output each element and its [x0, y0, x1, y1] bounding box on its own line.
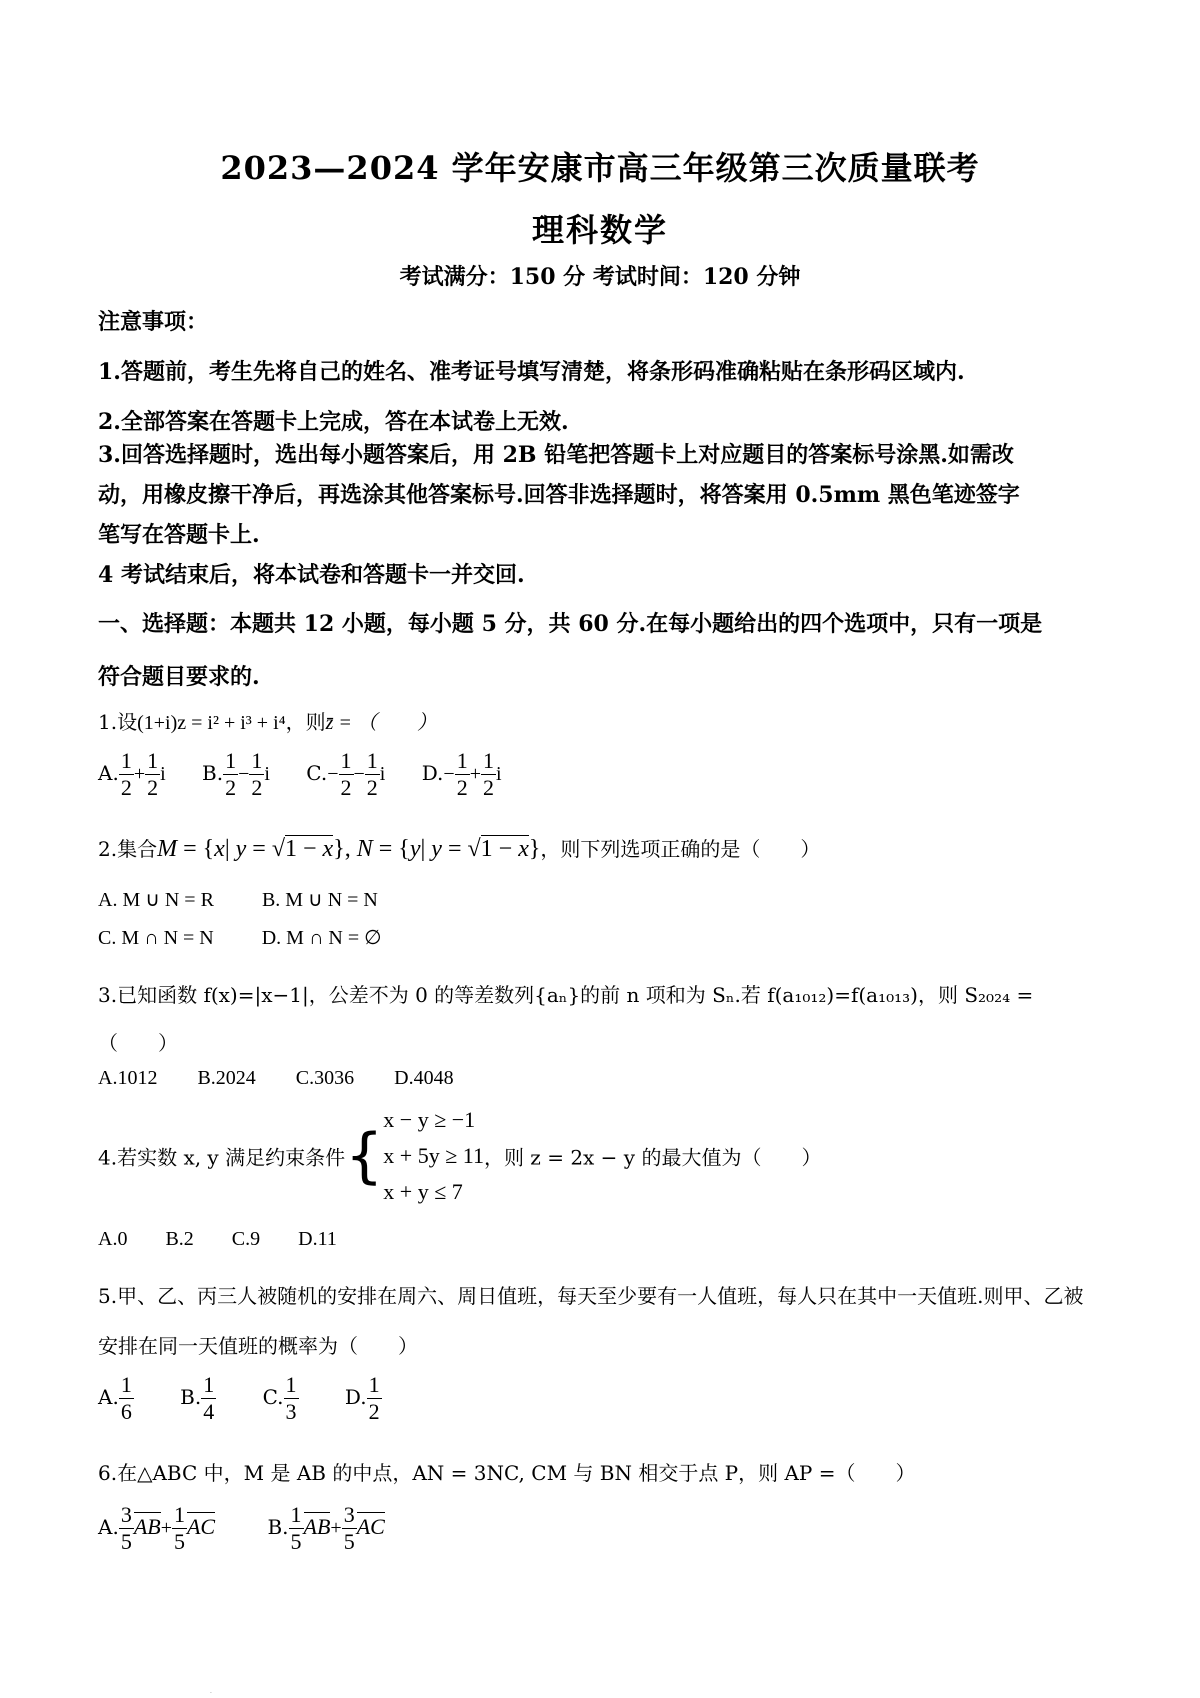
q2-option-c: C. M ∩ N = N [98, 927, 214, 949]
question-5-line1: 5.甲、乙、丙三人被随机的安排在周六、周日值班，每天至少要有一人值班，每人只在其中一天值班.则甲、乙被 [98, 1284, 1084, 1308]
notice-item-3a: 3.回答选择题时，选出每小题答案后，用 2B 铅笔把答题卡上对应题目的答案标号涂黑.如需改 [98, 442, 1014, 468]
question-3-paren: （ ） [98, 1031, 178, 1055]
q5-option-a: A. $\frac{1}{6}$ [98, 1372, 132, 1424]
q6-option-a: A. $\frac{3}{5}$ AB+ $\frac{1}{5}$ AC [98, 1502, 216, 1554]
q5-option-b: B. $\frac{1}{4}$ [180, 1372, 215, 1424]
q3-option-b: B.2024 [197, 1067, 256, 1089]
question-2-stem: 2.集合M = {x| y = √1 − x}, N = {y| y = √1 − x}，则下列选项正确的是（ ） [98, 836, 821, 862]
q4-option-c: C.9 [231, 1228, 261, 1250]
exam-title: 2023—2024 学年安康市高三年级第三次质量联考 [220, 149, 980, 187]
notice-heading: 注意事项： [98, 309, 209, 335]
q1-option-d: D.− $\frac{1}{2}$ + $\frac{1}{2}$ i [421, 748, 502, 800]
notice-item-3b: 动，用橡皮擦干净后，再选涂其他答案标号.回答非选择题时，将答案用 0.5mm 黑色笔迹签字 [98, 482, 1020, 508]
q3-option-d: D.4048 [394, 1067, 454, 1089]
q2-option-a: A. M ∪ N = R [98, 889, 214, 911]
q1-option-c: C.− $\frac{1}{2}$ − $\frac{1}{2}$ i [306, 748, 386, 800]
q2-option-b: B. M ∪ N = N [261, 889, 378, 911]
section-heading-line2: 符合题目要求的. [98, 664, 260, 690]
constraint-system: x − y ≥ −1 x + 5y ≥ 11 x + y ≤ 7 [383, 1107, 484, 1204]
question-4-stem: 4.若实数 x, y 满足约束条件{ x − y ≥ −1 x + 5y ≥ 11 x + y ≤ 7 ，则 z = 2x − y 的最大值为（ ） [98, 1102, 821, 1210]
q4-option-a: A.0 [98, 1228, 128, 1250]
question-1-options [98, 748, 532, 801]
notice-item-4: 4 考试结束后，将本试卷和答题卡一并交回. [98, 562, 525, 588]
q2-option-d: D. M ∩ N = ∅ [261, 927, 382, 949]
question-5-options [98, 1372, 412, 1425]
question-2-options-row2 [98, 925, 412, 950]
q5-option-d: D. $\frac{1}{2}$ [344, 1372, 380, 1424]
q1-option-a: A. $\frac{1}{2}$ + $\frac{1}{2}$ i [98, 748, 166, 800]
exam-info: 考试满分：150 分 考试时间：120 分钟 [399, 264, 801, 290]
question-6-options [98, 1502, 415, 1555]
q1-ask: z̄ = （ ） [325, 712, 437, 734]
q1-expression: (1+i)z = i² + i³ + i⁴ [137, 712, 286, 734]
q5-option-c: C. $\frac{1}{3}$ [262, 1372, 297, 1424]
question-3-stem: 3.已知函数 f(x)=|x−1|，公差不为 0 的等差数列{aₙ}的前 n 项和为 Sₙ.若 f(a₁₀₁₂)=f(a₁₀₁₃)，则 S₂₀₂₄ = [98, 983, 1034, 1007]
question-4-options [98, 1228, 367, 1251]
question-3-options [98, 1067, 484, 1090]
notice-item-1: 1.答题前，考生先将自己的姓名、准考证号填写清楚，将条形码准确粘贴在条形码区域内. [98, 359, 965, 385]
subject-title: 理科数学 [531, 211, 668, 249]
q1-option-b: B. $\frac{1}{2}$ − $\frac{1}{2}$ i [202, 748, 270, 800]
q3-option-c: C.3036 [295, 1067, 355, 1089]
q6-option-b: B. $\frac{1}{5}$ AB+ $\frac{3}{5}$ AC [267, 1502, 385, 1554]
brace-glyph: { [345, 1121, 384, 1191]
notice-item-3c: 笔写在答题卡上. [98, 522, 260, 548]
question-6-stem: 6.在△ABC 中，M 是 AB 的中点，AN = 3NC, CM 与 BN 相交于点 P，则 AP =（ ） [98, 1461, 916, 1485]
notice-item-2: 2.全部答案在答题卡上完成，答在本试卷上无效. [98, 409, 569, 435]
q4-option-d: D.11 [298, 1228, 337, 1250]
q4-option-b: B.2 [165, 1228, 194, 1250]
question-2-options-row1 [98, 887, 408, 912]
question-1-stem: 1.设(1+i)z = i² + i³ + i⁴，则z̄ = （ ） [98, 710, 437, 734]
section-heading-line1: 一、选择题：本题共 12 小题，每小题 5 分，共 60 分.在每小题给出的四个选项中，只有一项是 [98, 611, 1043, 637]
footer-mark: · [210, 1690, 212, 1697]
question-5-line2: 安排在同一天值班的概率为（ ） [98, 1334, 418, 1358]
q3-option-a: A.1012 [98, 1067, 158, 1089]
